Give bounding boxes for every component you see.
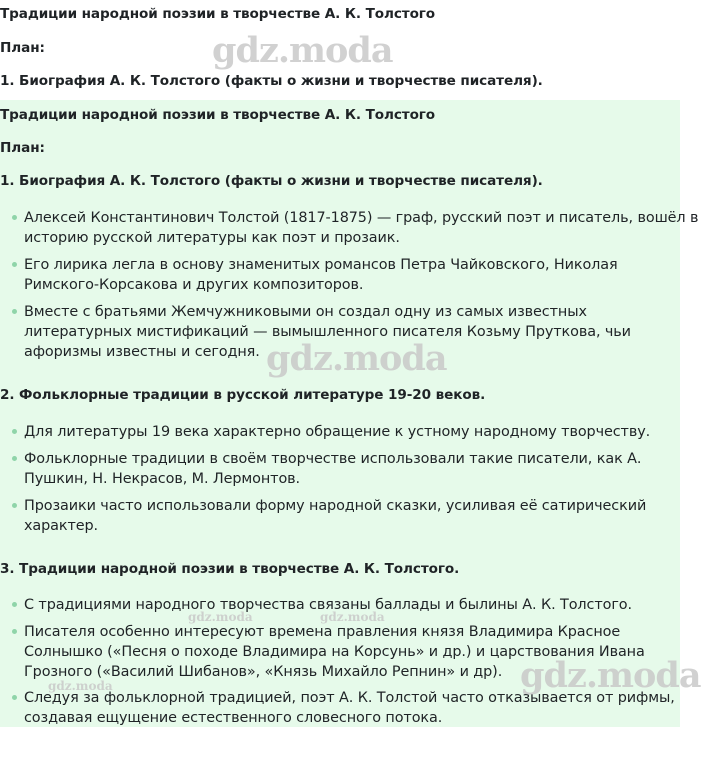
watermark: gdz.moda	[48, 679, 113, 693]
bullet	[12, 309, 17, 314]
list-item	[24, 496, 646, 536]
bullet	[12, 262, 17, 267]
question-title: Традиции народной поэзии в творчестве А. К. Толстого	[0, 6, 436, 22]
list-item-line: характер.	[24, 518, 99, 534]
list-item	[24, 302, 631, 362]
bullet	[12, 695, 17, 700]
section-heading-1: 1. Биография А. К. Толстого (факты о жизни и творчестве писателя).	[0, 173, 543, 189]
list-item-line: историю русской литературы как поэт и прозаик.	[24, 230, 400, 246]
list-item	[24, 255, 618, 295]
list-item-line: Его лирика легла в основу знаменитых романсов Петра Чайковского, Николая	[24, 257, 618, 273]
list-item	[24, 208, 698, 248]
list-item-line: Следуя за фольклорной традицией, поэт А. К. Толстой часто отказывается от рифмы,	[24, 690, 675, 706]
list-item-line: Фольклорные традиции в своём творчестве использовали такие писатели, как А.	[24, 451, 642, 467]
bullet	[12, 629, 17, 634]
watermark: gdz.moda	[188, 610, 253, 624]
question-block	[0, 0, 680, 100]
list-item-line: Римского-Корсакова и других композиторов.	[24, 277, 364, 293]
list-item-line: С традициями народного творчества связаны баллады и былины А. К. Толстого.	[24, 597, 632, 613]
list-item-line: афоризмы известны и сегодня.	[24, 344, 260, 360]
watermark: gdz.moda	[520, 655, 701, 696]
answer-plan-label: План:	[0, 140, 45, 156]
bullet	[12, 215, 17, 220]
list-item-line: Вместе с братьями Жемчужниковыми он создал одну из самых известных	[24, 304, 587, 320]
bullet	[12, 429, 17, 434]
list-item-line: создавая ещущение естественного словесного потока.	[24, 710, 443, 726]
bullet	[12, 602, 17, 607]
section-heading-2: 2. Фольклорные традиции в русской литературе 19-20 веков.	[0, 387, 486, 403]
list-item	[24, 449, 641, 489]
watermark: gdz.moda	[266, 338, 447, 379]
list-item	[24, 622, 645, 682]
answer-title: Традиции народной поэзии в творчестве А. К. Толстого	[0, 107, 436, 123]
list-item-line: Писателя особенно интересуют времена правления князя Владимира Красное	[24, 624, 621, 640]
list-item-line: Грозного («Василий Шибанов», «Князь Михайло Репнин» и др).	[24, 664, 503, 680]
bullet	[12, 456, 17, 461]
watermark: gdz.moda	[212, 30, 393, 71]
list-item-line: Прозаики часто использовали форму народной сказки, усиливая её сатирический	[24, 498, 647, 514]
question-point-1: 1. Биография А. К. Толстого (факты о жизни и творчестве писателя).	[0, 73, 543, 89]
list-item	[24, 688, 675, 728]
list-item-line: Для литературы 19 века характерно обращение к устному народному творчеству.	[24, 424, 651, 440]
bullet	[12, 503, 17, 508]
answer-panel	[0, 100, 699, 727]
list-item-line: Алексей Константинович Толстой (1817-1875) — граф, русский поэт и писатель, вошёл в	[24, 210, 699, 226]
list-item	[24, 595, 632, 615]
list-item-line: Пушкин, Н. Некрасов, М. Лермонтов.	[24, 471, 301, 487]
list-item	[24, 422, 650, 442]
list-item-line: литературных мистификаций — вымышленного писателя Козьму Пруткова, чьи	[24, 324, 631, 340]
watermark: gdz.moda	[320, 610, 385, 624]
question-plan-label: План:	[0, 40, 45, 56]
section-heading-3: 3. Традиции народной поэзии в творчестве А. К. Толстого.	[0, 561, 460, 577]
list-item-line: Солнышко («Песня о походе Владимира на Корсунь» и др.) и царствования Ивана	[24, 644, 645, 660]
